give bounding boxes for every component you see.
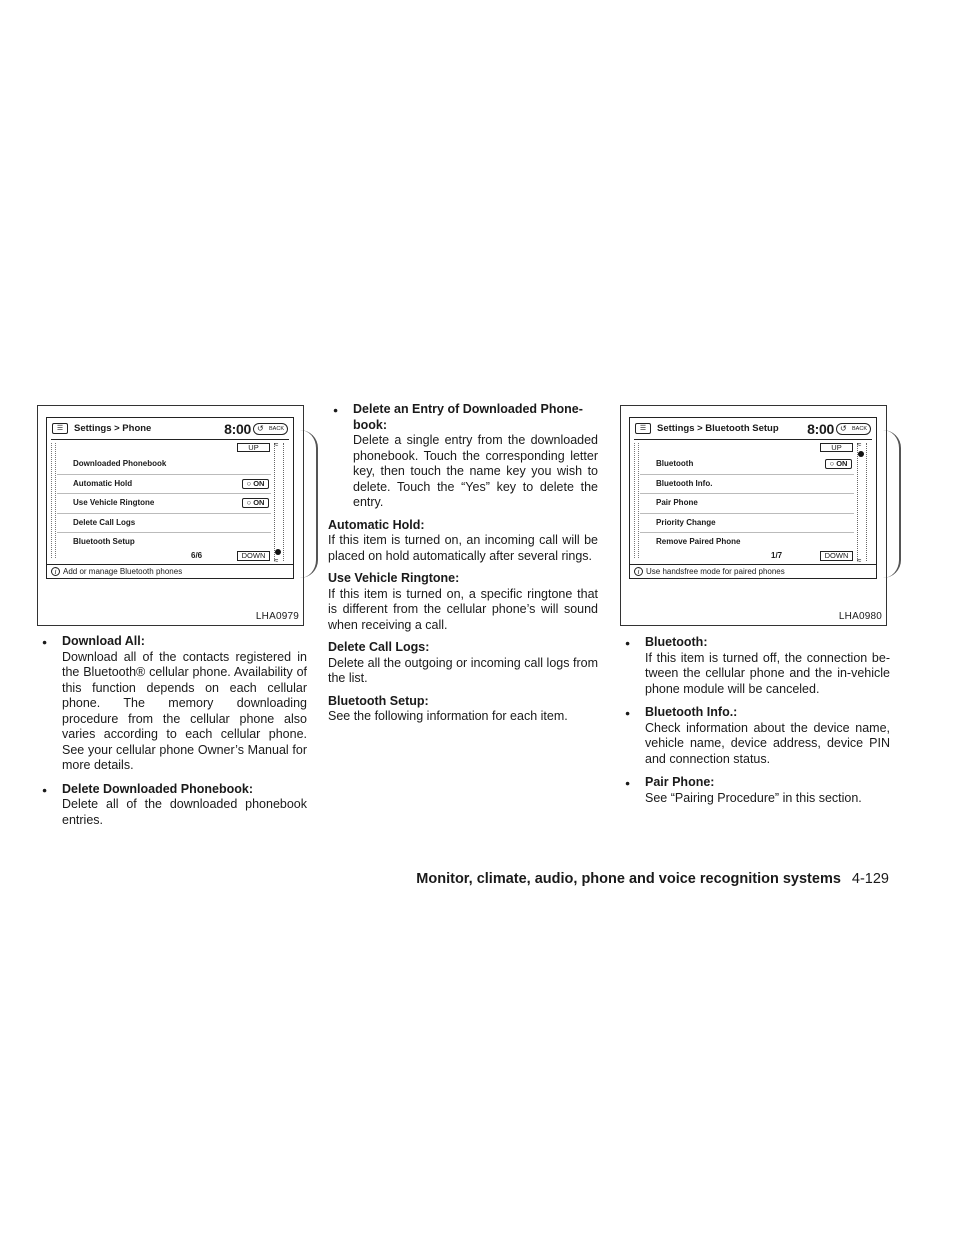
section-title: Delete Call Logs: (328, 640, 430, 654)
down-button[interactable]: DOWN (237, 551, 270, 561)
scrollbar[interactable] (857, 440, 867, 565)
bullet-title: ● Delete Downloaded Phonebook: (62, 781, 253, 796)
menu-item-downloaded-phonebook[interactable] (57, 455, 271, 475)
scroll-thumb[interactable] (858, 451, 864, 457)
menu-item-label: Pair Phone (656, 498, 698, 507)
info-icon: i (51, 567, 60, 576)
toggle-indicator-icon: ○ (246, 498, 252, 507)
figure-code: LHA0979 (255, 611, 299, 622)
section-bluetooth-setup (328, 694, 598, 725)
bullet-text: See “Pairing Procedure” in this section. (645, 790, 862, 805)
use-vehicle-ringtone-toggle[interactable] (242, 498, 269, 508)
screen-info-line (634, 567, 785, 576)
menu-item-label: Delete Call Logs (73, 517, 136, 527)
menu-item-bluetooth-info[interactable] (640, 475, 854, 495)
page-indicator: 6/6 (191, 551, 203, 560)
header-divider (51, 439, 289, 440)
page-indicator: 1/7 (771, 551, 783, 560)
screen-header (52, 422, 288, 437)
bullet-title: ● Download All: (62, 634, 145, 648)
bullet-pair-phone (620, 775, 890, 806)
menu-item-label: Bluetooth (656, 459, 694, 468)
footer-section-title: Monitor, climate, audio, phone and voice recognition systems (416, 871, 841, 887)
section-text: If this item is turned on, an incoming call will be placed on hold automatically after several rings. (328, 533, 598, 563)
up-button[interactable]: UP (820, 443, 853, 452)
automatic-hold-toggle[interactable] (242, 479, 269, 489)
clock: 8:00 (807, 421, 834, 437)
phone-settings-screen (46, 417, 294, 579)
bullet-text: Check information about the device name, vehicle name, device address, device PIN and connection status. (645, 720, 890, 766)
menu-list (57, 455, 271, 552)
bullet-title: ● Delete an Entry of Downloaded Phone-book: (353, 402, 583, 432)
section-text: See the following information for each item. (328, 709, 568, 723)
menu-list (640, 455, 854, 552)
section-text: If this item is turned on, a specific ringtone that is different from the cellular phone’s will sound when receiving a call. (328, 586, 598, 632)
section-use-vehicle-ringtone (328, 571, 598, 633)
scroll-up-icon[interactable]: ≈ (857, 440, 862, 449)
menu-item-label: Automatic Hold (73, 478, 133, 488)
toggle-label: ON (253, 478, 265, 488)
section-text: Delete all the outgoing or incoming call logs from the list. (328, 655, 598, 685)
bullet-bluetooth (620, 635, 890, 697)
bullet-title: ● Pair Phone: (645, 775, 715, 789)
info-text: Use handsfree mode for paired phones (646, 567, 785, 576)
menu-item-label: Use Vehicle Ringtone (73, 498, 155, 507)
scroll-thumb[interactable] (275, 549, 281, 555)
back-button[interactable] (836, 423, 871, 435)
menu-icon[interactable]: ☰ (52, 423, 68, 434)
section-automatic-hold (328, 518, 598, 565)
screen-title: Settings > Phone (74, 423, 152, 434)
bullet-text: Delete a single entry from the downloaded phonebook. Touch the corresponding letter key, then touch the name key you wish to delete. Touch the “Yes” key to delete the entry. (353, 433, 598, 509)
info-text: Add or manage Bluetooth phones (63, 567, 183, 576)
toggle-label: ON (836, 459, 848, 468)
clock: 8:00 (224, 421, 251, 437)
bullet-delete-downloaded-phonebook (37, 782, 307, 829)
menu-item-automatic-hold[interactable] (57, 475, 271, 495)
section-delete-call-logs (328, 640, 598, 687)
bullet-delete-entry (328, 402, 598, 511)
bullet-title: ● Bluetooth: (645, 635, 708, 649)
section-title: Bluetooth Setup: (328, 693, 429, 708)
bullet-download-all (37, 634, 307, 774)
left-rail (634, 443, 639, 558)
display-bezel (883, 430, 901, 578)
info-icon: i (634, 567, 643, 576)
figure-bluetooth-setup (620, 405, 887, 626)
figure-phone-settings (37, 405, 304, 626)
menu-item-bluetooth-setup[interactable] (57, 533, 271, 552)
bluetooth-setup-screen (629, 417, 877, 579)
back-button[interactable] (253, 423, 288, 435)
menu-item-label: Downloaded Phonebook (73, 459, 167, 468)
menu-item-label: Bluetooth Info. (656, 478, 713, 488)
menu-item-bluetooth[interactable] (640, 455, 854, 475)
scroll-up-icon[interactable]: ≈ (274, 440, 279, 449)
bullet-bluetooth-info (620, 705, 890, 767)
bullet-text: Download all of the contacts registered in the Bluetooth® cellular phone. Availability of this function depends on each cellular phone. The memory downloading procedure from the cellular phone also varies according to each cellular phone. See your cellular phone Owner’s Manual for more details. (62, 649, 307, 772)
menu-item-label: Bluetooth Setup (73, 537, 135, 546)
scrollbar[interactable] (274, 440, 284, 565)
down-button[interactable]: DOWN (820, 551, 853, 561)
section-title: Automatic Hold: (328, 517, 425, 532)
menu-item-remove-paired-phone[interactable] (640, 533, 854, 552)
back-arrow-icon: ↺ (840, 424, 847, 433)
bullet-text: Delete all of the downloaded phonebook entries. (62, 797, 307, 827)
column-left (37, 402, 307, 828)
menu-icon[interactable]: ☰ (635, 423, 651, 434)
bullet-text: If this item is turned off, the connection be-tween the cellular phone and the in-vehicle phone module will be canceled. (645, 650, 890, 696)
page-footer (416, 871, 889, 887)
bluetooth-toggle[interactable] (825, 459, 852, 469)
back-arrow-icon: ↺ (257, 424, 264, 433)
back-label: BACK (852, 426, 867, 432)
page-number: 4-129 (851, 871, 889, 887)
menu-item-delete-call-logs[interactable] (57, 514, 271, 534)
menu-item-pair-phone[interactable] (640, 494, 854, 514)
toggle-indicator-icon: ○ (829, 459, 835, 468)
footer-divider (630, 564, 876, 565)
header-divider (634, 439, 872, 440)
menu-item-label: Priority Change (656, 517, 716, 527)
footer-divider (47, 564, 293, 565)
menu-item-use-vehicle-ringtone[interactable] (57, 494, 271, 514)
screen-title: Settings > Bluetooth Setup (657, 423, 779, 434)
bullet-title: ● Bluetooth Info.: (645, 705, 738, 719)
left-rail (51, 443, 56, 558)
column-middle (328, 402, 598, 725)
toggle-label: ON (253, 498, 265, 507)
display-bezel (300, 430, 318, 578)
toggle-indicator-icon: ○ (246, 478, 252, 488)
scroll-down-icon[interactable]: ≈ (274, 556, 279, 565)
figure-code: LHA0980 (838, 611, 882, 622)
screen-info-line (51, 567, 182, 576)
scroll-down-icon[interactable]: ≈ (857, 556, 862, 565)
back-label: BACK (269, 426, 284, 432)
column-right (620, 402, 890, 806)
screen-header (635, 422, 871, 437)
section-title: Use Vehicle Ringtone: (328, 571, 460, 585)
menu-item-label: Remove Paired Phone (656, 537, 741, 546)
menu-item-priority-change[interactable] (640, 514, 854, 534)
up-button[interactable]: UP (237, 443, 270, 452)
